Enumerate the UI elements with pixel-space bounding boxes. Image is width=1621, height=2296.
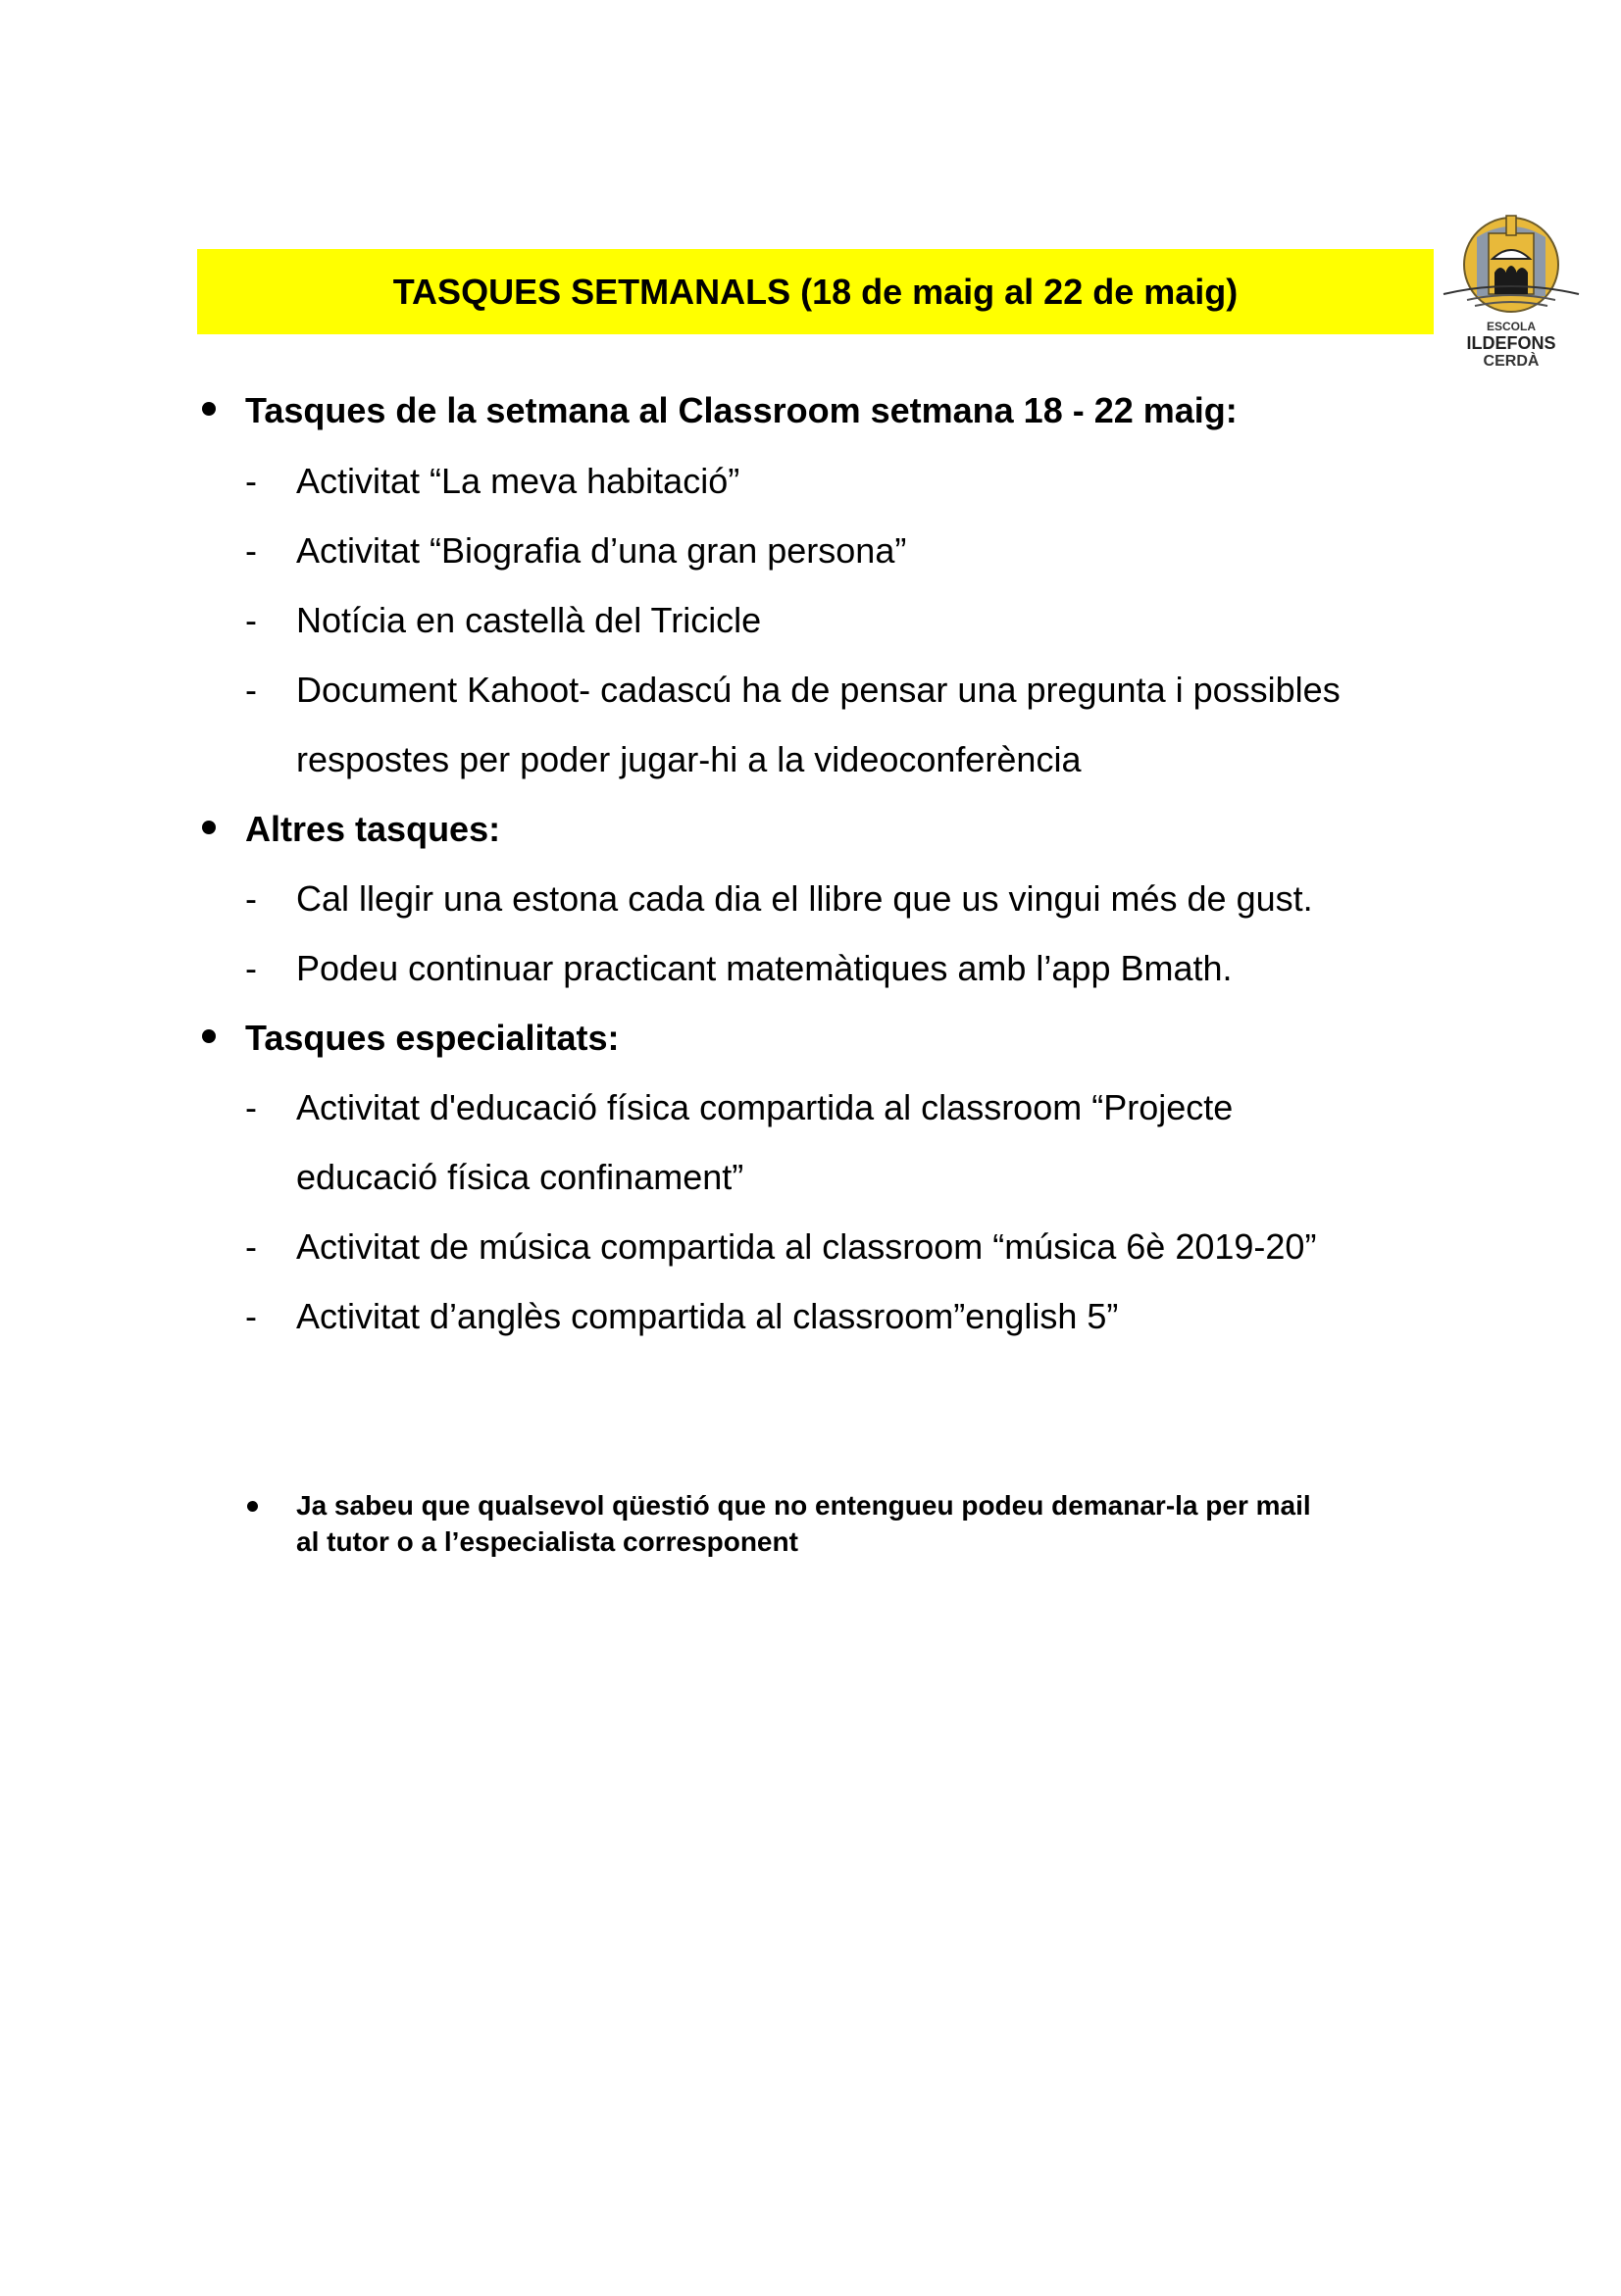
section-heading-altres bbox=[202, 809, 500, 850]
section-heading-classroom bbox=[202, 390, 1238, 431]
dash-icon: - bbox=[245, 1226, 257, 1267]
list-item-text: Cal llegir una estona cada dia el llibre que us vingui més de gust. bbox=[296, 878, 1313, 919]
dash-icon: - bbox=[245, 1087, 257, 1127]
list-item bbox=[245, 670, 1341, 711]
page-title: TASQUES SETMANALS (18 de maig al 22 de maig) bbox=[392, 271, 1239, 312]
dash-icon: - bbox=[245, 948, 257, 988]
list-item-text: Activitat “Biografia d’una gran persona” bbox=[296, 530, 907, 571]
school-emblem-icon bbox=[1442, 208, 1581, 318]
logo-text-ildefons: ILDEFONS bbox=[1466, 333, 1556, 353]
dash-icon: - bbox=[245, 878, 257, 919]
bullet-icon bbox=[202, 1029, 216, 1043]
dash-icon: - bbox=[245, 670, 257, 710]
note-text bbox=[296, 1487, 1473, 1560]
list-item bbox=[245, 600, 761, 641]
dash-icon: - bbox=[245, 600, 257, 640]
note-line-2: al tutor o a l’especialista corresponent bbox=[296, 1526, 798, 1557]
logo-text-escola: ESCOLA bbox=[1486, 320, 1536, 333]
list-item bbox=[245, 1087, 1233, 1128]
list-item-text: Document Kahoot- cadascú ha de pensar una pregunta i possibles bbox=[296, 670, 1341, 710]
list-item bbox=[245, 461, 739, 502]
list-item bbox=[245, 530, 906, 572]
section-heading-especialitats bbox=[202, 1018, 620, 1059]
logo-text-cerda: CERDÀ bbox=[1483, 353, 1540, 370]
list-item-continuation: educació física confinament” bbox=[296, 1157, 744, 1197]
list-item-text: Activitat d’anglès compartida al classroom”english 5” bbox=[296, 1296, 1119, 1336]
list-item bbox=[245, 948, 1233, 989]
title-banner bbox=[197, 249, 1434, 334]
school-logo bbox=[1442, 208, 1581, 374]
list-item-text: Activitat d'educació física compartida al classroom “Projecte bbox=[296, 1087, 1234, 1127]
list-item-continuation: respostes per poder jugar-hi a la videoconferència bbox=[296, 739, 1082, 779]
dash-icon: - bbox=[245, 461, 257, 501]
dash-icon: - bbox=[245, 1296, 257, 1336]
dash-icon: - bbox=[245, 530, 257, 571]
bullet-icon bbox=[247, 1501, 258, 1512]
section-heading-text: Tasques especialitats: bbox=[245, 1018, 620, 1058]
list-item-text: Notícia en castellà del Tricicle bbox=[296, 600, 762, 640]
list-item-text: Podeu continuar practicant matemàtiques amb l’app Bmath. bbox=[296, 948, 1233, 988]
section-heading-text: Tasques de la setmana al Classroom setmana 18 - 22 maig: bbox=[245, 390, 1238, 430]
note-line-1: Ja sabeu que qualsevol qüestió que no entengueu podeu demanar-la per mail bbox=[296, 1490, 1311, 1521]
list-item-text: Activitat de música compartida al classroom “música 6è 2019-20” bbox=[296, 1226, 1317, 1267]
list-item bbox=[245, 1226, 1316, 1268]
list-item bbox=[245, 878, 1313, 920]
list-item bbox=[245, 1296, 1118, 1337]
list-item-text: Activitat “La meva habitació” bbox=[296, 461, 740, 501]
bullet-icon bbox=[202, 821, 216, 834]
section-heading-text: Altres tasques: bbox=[245, 809, 501, 849]
bullet-icon bbox=[202, 402, 216, 416]
